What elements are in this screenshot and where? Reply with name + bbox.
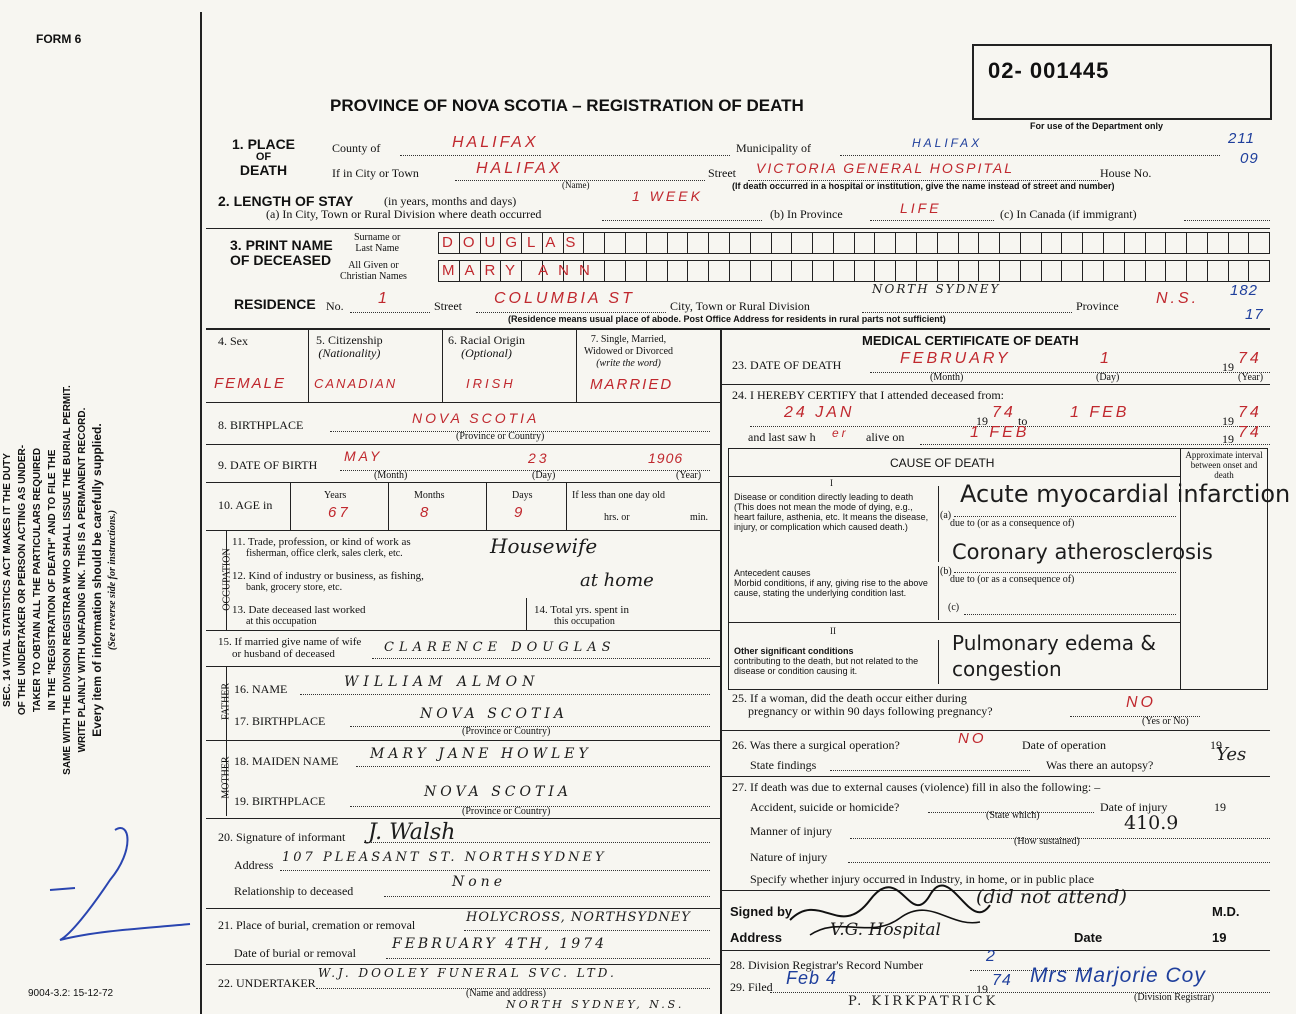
informant-address-line — [280, 870, 710, 871]
state-findings-label: State findings — [750, 758, 817, 772]
citizenship-label — [316, 334, 383, 360]
informant-address-label: Address — [234, 858, 274, 872]
dept-code-1: 211 — [1228, 130, 1255, 147]
record-number-label: 28. Division Registrar's Record Number — [730, 958, 924, 972]
surname-value: DOUGLAS — [442, 234, 586, 251]
antecedent-cause-value: Coronary atherosclerosis — [952, 540, 1213, 564]
v-other — [938, 640, 939, 684]
citizenship-note: (Nationality) — [318, 346, 381, 360]
dod-year-prefix: 19 — [1222, 360, 1234, 374]
v-age-1 — [290, 482, 291, 530]
rule-after-20 — [206, 908, 720, 909]
place-label-line-1: 1. PLACE — [232, 136, 296, 152]
form-number: FORM 6 — [36, 32, 82, 46]
sidebar-line-6: WRITE PLAINLY WITH UNFADING INK. THIS IS A PERMANENT RECORD. — [77, 407, 88, 753]
rule-after-26 — [722, 776, 1270, 777]
rule-father-mother — [206, 740, 720, 741]
due-to-1: due to (or as a consequence of) — [950, 518, 1075, 529]
pregnancy-value: NO — [1126, 694, 1156, 711]
age-months-value: 8 — [420, 504, 432, 521]
certify-label: 24. I HEREBY CERTIFY that I attended deceased from: — [732, 388, 1004, 402]
cause-c-line — [964, 614, 1176, 615]
residence-no-value: 1 — [378, 290, 390, 307]
trade-label-1: 11. Trade, profession, or kind of work as — [232, 536, 411, 548]
residence-city-label: City, Town or Rural Division — [670, 299, 810, 313]
surname-label-1: Surname or — [354, 232, 401, 243]
alive-date: 1 FEB — [970, 424, 1030, 441]
hospital-note: (If death occurred in a hospital or institution, give the name instead of street and number) — [732, 181, 1115, 191]
operation-date-label: Date of operation — [1022, 738, 1106, 752]
trade-label — [232, 536, 411, 560]
v-cause-a — [938, 486, 939, 562]
informant-signature: J. Walsh — [368, 820, 456, 845]
burial-place-label: 21. Place of burial, cremation or removal — [218, 918, 416, 932]
dod-day-caption: (Day) — [1096, 372, 1120, 383]
section-i: I — [830, 478, 833, 488]
physician-year-prefix: 19 — [1212, 930, 1227, 945]
nature-label: Nature of injury — [750, 850, 828, 864]
registrar-caption: (Division Registrar) — [1134, 992, 1215, 1003]
division-registrar: Mrs Marjorie Coy — [1030, 964, 1206, 987]
mother-name-value: MARY JANE HOWLEY — [370, 746, 592, 762]
dob-day-caption: (Day) — [532, 470, 556, 481]
other-conditions-title: Other significant conditions — [734, 646, 854, 656]
deceased-label-line-2: OF DECEASED — [230, 252, 332, 268]
house-label: House No. — [1100, 166, 1152, 180]
birthplace-label: 8. BIRTHPLACE — [218, 418, 304, 432]
street-label: Street — [708, 166, 736, 180]
place-of-death-label — [232, 138, 295, 177]
sidebar-line-8: (See reverse side for instructions.) — [107, 509, 118, 651]
antecedent-title: Antecedent causes — [734, 568, 811, 578]
age-min-label: min. — [690, 512, 709, 523]
dob-year-caption: (Year) — [676, 470, 702, 481]
age-label: 10. AGE in — [218, 498, 273, 512]
attended-from-year: 74 — [992, 404, 1016, 421]
municipality-label: Municipality of — [736, 141, 811, 155]
rule-after-21 — [206, 964, 720, 965]
burial-date-label: Date of burial or removal — [234, 946, 356, 960]
pregnancy-label-2: pregnancy or within 90 days following pregnancy? — [748, 704, 993, 718]
antecedent-label: Morbid conditions, if any, giving rise to the above cause, stating the underlying condition last. — [734, 578, 928, 598]
state-which-caption: (State which) — [986, 810, 1040, 821]
signature-note: (did not attend) — [976, 886, 1127, 908]
interval-label: Approximate interval between onset and death — [1185, 450, 1263, 480]
undertaker-label: 22. UNDERTAKER — [218, 976, 316, 990]
municipality-value: HALIFAX — [912, 136, 983, 150]
to-label: to — [1018, 414, 1028, 428]
rule-name-top — [206, 228, 1270, 229]
undertaker-value: W.J. DOOLEY FUNERAL SVC. LTD. — [318, 966, 617, 980]
mother-birthplace-value: NOVA SCOTIA — [424, 784, 572, 800]
trade-value: Housewife — [490, 534, 598, 558]
attended-to-year: 74 — [1238, 404, 1262, 421]
physician-signature-scribble — [780, 880, 1000, 950]
sex-value: FEMALE — [214, 375, 287, 392]
trade-label-2: fisherman, office clerk, sales clerk, etc. — [246, 548, 403, 559]
autopsy-label: Was there an autopsy? — [1046, 758, 1154, 772]
date-of-death-label: 23. DATE OF DEATH — [732, 358, 842, 372]
marital-label-2: Widowed or Divorced — [584, 346, 674, 357]
street-value: VICTORIA GENERAL HOSPITAL — [756, 160, 1014, 176]
filed-label: 29. Filed — [730, 980, 773, 994]
residence-street-value: COLUMBIA ST — [494, 290, 635, 307]
injury-year-prefix: 19 — [1214, 800, 1226, 814]
dob-month-caption: (Month) — [374, 470, 408, 481]
medical-certificate-title: MEDICAL CERTIFICATE OF DEATH — [862, 333, 1079, 348]
surname-label-2: Last Name — [355, 243, 399, 254]
county-label: County of — [332, 141, 381, 155]
rule-after-23 — [722, 384, 1270, 385]
spouse-line — [372, 658, 710, 659]
v-5-6 — [442, 330, 443, 402]
pregnancy-label — [732, 692, 993, 718]
accident-label: Accident, suicide or homicide? — [750, 800, 900, 814]
informant-signature-label: 20. Signature of informant — [218, 830, 346, 844]
dept-code-3: 182 — [1230, 282, 1259, 299]
residence-city-value: NORTH SYDNEY — [872, 282, 1001, 296]
stay-province-line — [870, 220, 994, 221]
sidebar-line-3: TAKER TO OBTAIN ALL THE PARTICULARS REQUIRED — [32, 447, 43, 713]
mother-name-line — [356, 766, 710, 767]
marital-status-value: MARRIED — [590, 376, 674, 393]
residence-note: (Residence means usual place of abode. Post Office Address for residents in rural parts not sufficient) — [508, 314, 946, 324]
city-label: If in City or Town — [332, 166, 419, 180]
dept-code-4: 17 — [1245, 306, 1264, 323]
direct-cause-value: Acute myocardial infarction — [960, 480, 1291, 508]
residence-city-line — [862, 312, 1072, 313]
years-spent-2: this occupation — [554, 616, 615, 627]
burial-place-value: HOLYCROSS, NORTHSYDNEY — [466, 910, 691, 925]
v-age-3 — [486, 482, 487, 530]
burial-date-line — [386, 958, 710, 959]
burial-date-value: FEBRUARY 4TH, 1974 — [392, 936, 608, 952]
direct-cause-label: Disease or condition directly leading to death (This does not mean the mode of dying, e.g., heart failure, asthenia, etc. It means the disease, injury, or complication which caused death.) — [734, 492, 929, 532]
signed-by-label: Signed by — [730, 904, 793, 919]
rule-after-14 — [206, 630, 720, 631]
autopsy-value: Yes — [1216, 744, 1247, 765]
father-side-label: FATHER — [220, 682, 232, 721]
filed-date: Feb 4 — [786, 968, 838, 988]
citizenship-value: CANADIAN — [314, 376, 398, 391]
years-spent-1: 14. Total yrs. spent in — [534, 604, 629, 616]
father-name-value: WILLIAM ALMON — [344, 674, 540, 690]
burial-place-line — [464, 930, 710, 931]
filed-year: 74 — [992, 972, 1012, 989]
age-years-value: 67 — [328, 504, 351, 521]
kirkpatrick-name: P. KIRKPATRICK — [848, 994, 999, 1009]
sidebar-instructions — [0, 370, 120, 790]
physician-address-label: Address — [730, 930, 783, 945]
father-birthplace-label: 17. BIRTHPLACE — [234, 714, 326, 728]
age-years-label: Years — [324, 490, 347, 501]
form-title: PROVINCE OF NOVA SCOTIA – REGISTRATION OF DEATH — [330, 96, 804, 115]
to-year-prefix: 19 — [1222, 414, 1234, 428]
dod-year: 74 — [1238, 350, 1262, 367]
dept-code-2: 09 — [1240, 150, 1259, 167]
how-sustained-caption: (How sustained) — [1014, 836, 1080, 847]
racial-label-text: 6. Racial Origin — [448, 333, 525, 347]
spouse-label — [218, 636, 361, 660]
v-13-14 — [526, 598, 527, 630]
section-ii: II — [830, 626, 836, 636]
given-names-value: MARY ANN — [442, 262, 600, 279]
surname-label — [354, 232, 400, 254]
rule-after-8 — [206, 444, 720, 445]
specify-label: Specify whether injury occurred in Industry, in home, or in public place — [750, 872, 1095, 886]
racial-origin-label — [448, 334, 525, 360]
injury-date-label: Date of injury — [1100, 800, 1168, 814]
marital-label-1: 7. Single, Married, — [590, 334, 667, 345]
rule-after-15 — [206, 666, 720, 667]
residence-province-value: N.S. — [1156, 290, 1200, 307]
physician-address: V.G. Hospital — [830, 920, 941, 940]
residence-street-line — [476, 312, 666, 313]
residence-no-label: No. — [326, 299, 344, 313]
form-left-border — [200, 12, 202, 1014]
given-names-label — [340, 260, 407, 282]
city-value: HALIFAX — [476, 160, 563, 177]
informant-address-value: 107 PLEASANT ST. NORTHSYDNEY — [282, 850, 607, 865]
stay-canada-label: (c) In Canada (if immigrant) — [1000, 207, 1137, 221]
other-conditions-value: Pulmonary edema & congestion — [952, 631, 1157, 681]
cause-b-label: (b) — [940, 566, 952, 577]
nature-line — [848, 862, 1270, 863]
rule-after-9 — [206, 482, 720, 483]
relationship-line — [384, 896, 710, 897]
alive-on-label: alive on — [866, 430, 905, 444]
relationship-value: None — [452, 874, 506, 890]
citizenship-label-text: 5. Citizenship — [316, 333, 383, 347]
dob-label: 9. DATE OF BIRTH — [218, 458, 318, 472]
v-6-7 — [576, 330, 577, 402]
residence-label: RESIDENCE — [234, 296, 316, 312]
cause-of-death-title: CAUSE OF DEATH — [890, 456, 995, 470]
length-of-stay-note: (in years, months and days) — [384, 194, 517, 208]
cause-c-label: (c) — [948, 602, 960, 613]
dod-year-caption: (Year) — [1238, 372, 1264, 383]
external-causes-label: 27. If death was due to external causes (violence) fill in also the following: – — [732, 780, 1101, 794]
rule-after-19 — [206, 818, 720, 819]
marital-status-label — [584, 334, 673, 370]
last-saw-label: and last saw h — [748, 430, 816, 444]
dod-day: 1 — [1100, 350, 1112, 367]
age-days-label: Days — [512, 490, 533, 501]
other-conditions-label: contributing to the death, but not related to the disease or condition causing it. — [734, 656, 919, 676]
mother-name-label: 18. MAIDEN NAME — [234, 754, 339, 768]
relationship-label: Relationship to deceased — [234, 884, 354, 898]
age-lt-day-label: If less than one day old — [572, 490, 666, 501]
industry-label — [232, 570, 424, 594]
alive-year-prefix: 19 — [1222, 432, 1234, 446]
due-to-2: due to (or as a consequence of) — [950, 574, 1075, 585]
state-findings-line — [830, 770, 1030, 771]
rule-after-7 — [206, 402, 720, 403]
rule-cause-ii — [728, 622, 1180, 623]
dob-day: 23 — [528, 450, 550, 466]
birthplace-value: NOVA SCOTIA — [412, 410, 540, 426]
v-age-2 — [388, 482, 389, 530]
alive-line — [920, 444, 1270, 445]
given-label-2: Christian Names — [340, 271, 407, 282]
record-number-value: 2 — [986, 948, 998, 965]
residence-no-line — [350, 312, 430, 313]
last-worked-label — [232, 604, 365, 628]
spouse-label-1: 15. If married give name of wife — [218, 636, 362, 648]
birthplace-caption: (Province or Country) — [456, 431, 545, 442]
name-of-deceased-label — [230, 238, 333, 268]
undertaker-caption: (Name and address) — [466, 988, 546, 999]
sidebar-line-4: IN THE "REGISTRATION OF DEATH" AND TO FILE THE — [47, 449, 58, 711]
given-label-1: All Given or — [348, 260, 399, 271]
cause-a-line — [954, 516, 1176, 517]
sidebar-line-1: SEC. 14 VITAL STATISTICS ACT MAKES IT THE DUTY — [2, 453, 13, 707]
surgery-value: NO — [958, 730, 987, 747]
undertaker-address: NORTH SYDNEY, N.S. — [506, 998, 685, 1011]
mother-side-label: MOTHER — [220, 756, 232, 799]
deceased-label-line-1: 3. PRINT NAME — [230, 237, 333, 253]
dod-month: FEBRUARY — [900, 350, 1011, 367]
md-label: M.D. — [1212, 904, 1240, 919]
rule-mid — [206, 328, 1270, 330]
surgery-label: 26. Was there a surgical operation? — [732, 738, 900, 752]
pregnancy-label-1: 25. If a woman, did the death occur either during — [732, 691, 967, 705]
length-of-stay-label: 2. LENGTH OF STAY — [218, 193, 354, 209]
rule-after-10 — [206, 530, 720, 531]
municipality-line — [840, 155, 1220, 156]
industry-label-1: 12. Kind of industry or business, as fishing, — [232, 570, 424, 582]
rule-after-25 — [722, 730, 1270, 731]
department-use-note: For use of the Department only — [1030, 121, 1164, 131]
father-name-line — [300, 694, 710, 695]
racial-note: (Optional) — [461, 346, 512, 360]
last-worked-1: 13. Date deceased last worked — [232, 604, 366, 616]
alive-year: 74 — [1238, 424, 1262, 441]
rule-cause-title — [728, 476, 1180, 477]
county-line — [400, 155, 730, 156]
dob-month: MAY — [344, 448, 383, 464]
attended-from-date: 24 JAN — [784, 404, 855, 421]
place-label-line-2: OF — [255, 151, 272, 163]
sex-label: 4. Sex — [218, 334, 248, 348]
cause-b-line — [954, 572, 1176, 573]
v-age-4 — [566, 482, 567, 530]
sidebar-line-5: SAME WITH THE DIVISION REGISTRAR WHO SHALL ISSUE THE BURIAL PERMIT. — [62, 385, 73, 775]
age-days-value: 9 — [514, 504, 526, 521]
spouse-label-2: or husband of deceased — [232, 648, 335, 660]
name-caption: (Name) — [562, 180, 590, 190]
physician-date-label: Date — [1074, 930, 1103, 945]
filed-year-prefix: 19 — [976, 982, 988, 996]
operation-year-prefix: 19 — [1210, 738, 1222, 752]
dob-year: 1906 — [648, 450, 684, 466]
sidebar-line-7: Every item of information should be carefully supplied. — [90, 423, 104, 737]
occupation-side-label: OCCUPATION — [221, 548, 233, 611]
column-divider — [720, 330, 722, 1014]
residence-province-label: Province — [1076, 299, 1119, 313]
residence-street-label: Street — [434, 299, 462, 313]
age-hrs-label: hrs. or — [604, 512, 630, 523]
last-saw-pronoun: er — [832, 426, 849, 440]
age-months-label: Months — [414, 490, 445, 501]
v-cause-b — [938, 566, 939, 620]
dod-month-caption: (Month) — [930, 372, 964, 383]
form-code: 9004-3.2: 15-12-72 — [28, 988, 114, 999]
stay-canada-line — [1184, 220, 1270, 221]
stay-city-line — [602, 220, 762, 221]
stay-city-value: 1 WEEK — [632, 188, 703, 204]
industry-label-2: bank, grocery store, etc. — [246, 582, 343, 593]
mother-birthplace-caption: (Province or Country) — [462, 806, 551, 817]
manner-label: Manner of injury — [750, 824, 832, 838]
attended-to-date: 1 FEB — [1070, 404, 1130, 421]
spouse-value: CLARENCE DOUGLAS — [384, 640, 616, 655]
registration-number: 02- 001445 — [988, 58, 1110, 83]
industry-value: at home — [580, 570, 654, 591]
stay-city-label: (a) In City, Town or Rural Division where death occurred — [266, 207, 542, 221]
father-name-label: 16. NAME — [234, 682, 288, 696]
marital-label-3: (write the word) — [596, 358, 661, 369]
last-worked-2: at this occupation — [246, 616, 317, 627]
racial-origin-value: IRISH — [466, 376, 516, 391]
mother-birthplace-label: 19. BIRTHPLACE — [234, 794, 326, 808]
registrar-initial-mark — [20, 820, 200, 950]
from-year-prefix: 19 — [976, 414, 988, 428]
stay-province-label: (b) In Province — [770, 207, 843, 221]
cause-a-label: (a) — [940, 510, 952, 521]
sidebar-line-2: OF THE UNDERTAKER OR PERSON ACTING AS UNDER- — [17, 444, 28, 716]
yes-no-caption: (Yes or No) — [1142, 716, 1189, 727]
father-birthplace-caption: (Province or Country) — [462, 726, 551, 737]
v-4-5 — [308, 330, 309, 402]
icd-code: 410.9 — [1124, 812, 1179, 834]
county-value: HALIFAX — [452, 134, 539, 151]
place-label-line-3: DEATH — [239, 162, 288, 178]
years-spent-label — [534, 604, 629, 628]
father-birthplace-value: NOVA SCOTIA — [420, 706, 568, 722]
stay-province-value: LIFE — [900, 200, 942, 216]
